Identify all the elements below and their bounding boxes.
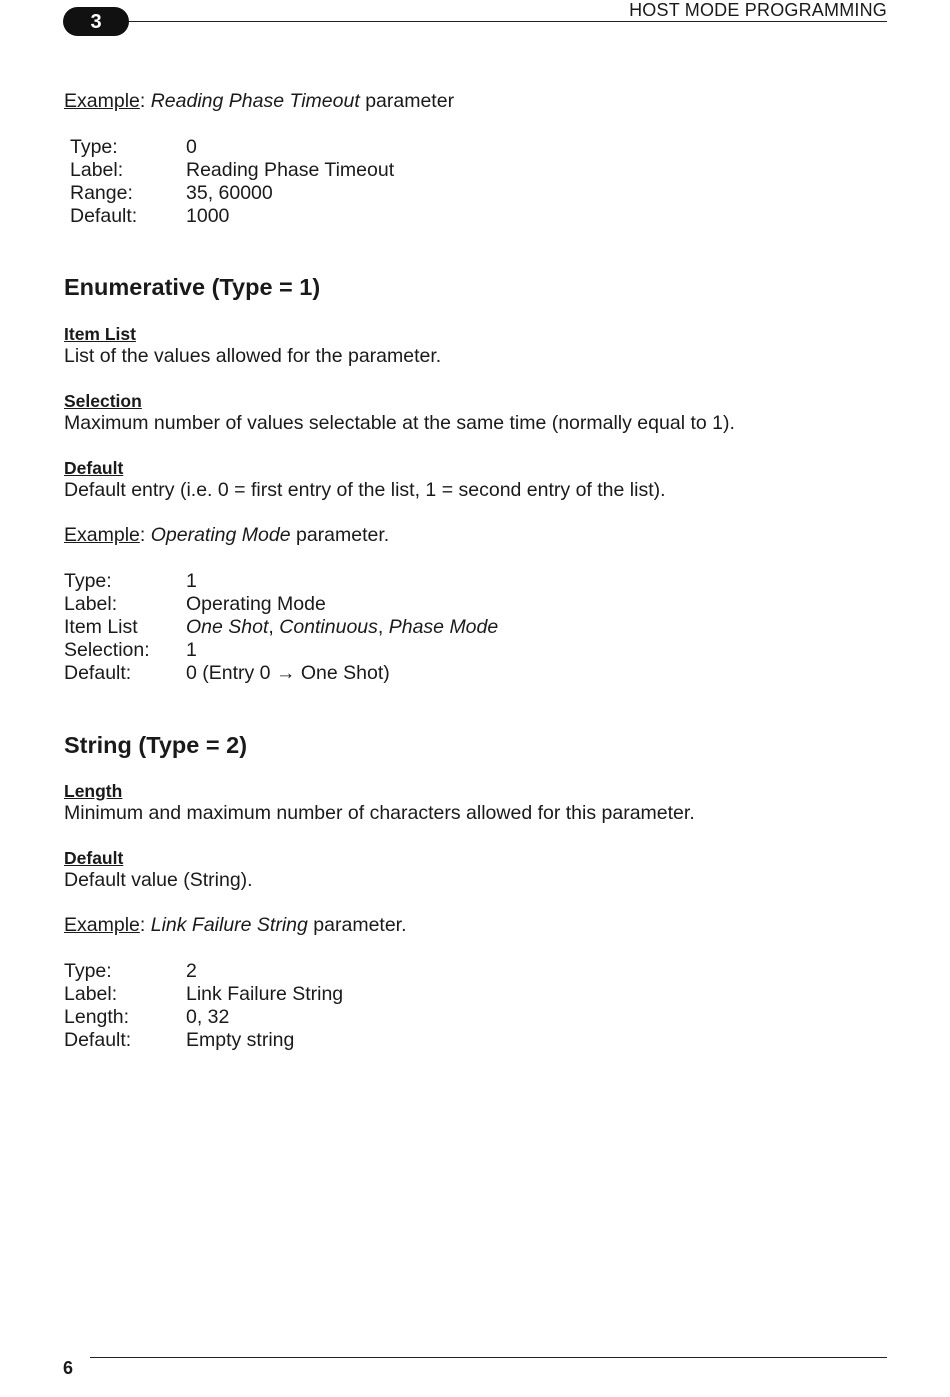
row-value: 0 [186,136,197,158]
example-line-operating-mode: Example: Operating Mode parameter. [64,524,390,546]
row-label: Length: [64,1006,130,1028]
example-param-name: Operating Mode [150,524,291,546]
row-label: Type: [64,570,112,592]
subheading-length: Length [64,781,123,801]
row-value: 2 [186,960,197,982]
selection-description: Maximum number of values selectable at the same time (normally equal to 1). [64,412,735,434]
example-label: Example [64,524,140,546]
example-label: Example [64,914,140,936]
row-label: Label: [64,983,118,1005]
row-label: Label: [70,159,124,181]
length-description: Minimum and maximum number of characters allowed for this parameter. [64,802,695,824]
row-label: Selection: [64,639,150,661]
subheading-default: Default [64,458,124,478]
default-description: Default entry (i.e. 0 = first entry of the list, 1 = second entry of the list). [64,479,666,501]
row-value: 35, 60000 [186,182,273,204]
chapter-badge: 3 [63,7,129,36]
row-value: 1000 [186,205,230,227]
row-value: 0, 32 [186,1006,230,1028]
subheading-item-list: Item List [64,324,136,344]
default-description: Default value (String). [64,869,253,891]
row-label: Default: [70,205,138,227]
row-value: 1 [186,639,197,661]
example-param-name: Link Failure String [150,914,308,936]
page-number: 6 [63,1358,74,1378]
row-label: Label: [64,593,118,615]
row-label: Default: [64,1029,132,1051]
row-label: Type: [70,136,118,158]
section-heading-enumerative: Enumerative (Type = 1) [64,274,321,300]
subheading-default: Default [64,848,124,868]
row-label: Type: [64,960,112,982]
row-label: Item List [64,616,138,638]
row-value: 0 (Entry 0 → One Shot) [186,662,390,684]
item-list-description: List of the values allowed for the parameter. [64,345,442,367]
row-label: Range: [70,182,133,204]
header-rule [120,21,887,22]
row-value: Link Failure String [186,983,344,1005]
example-line-link-failure: Example: Link Failure String parameter. [64,914,407,936]
row-value: Operating Mode [186,593,326,615]
header-title: HOST MODE PROGRAMMING [629,0,887,20]
row-value: Reading Phase Timeout [186,159,395,181]
example-param-name: Reading Phase Timeout [150,90,360,112]
row-value: 1 [186,570,197,592]
subheading-selection: Selection [64,391,142,411]
example-label: Example [64,90,140,112]
row-label: Default: [64,662,132,684]
example-line-reading-phase: Example: Reading Phase Timeout parameter [64,90,455,112]
row-value: Empty string [186,1029,295,1051]
section-heading-string: String (Type = 2) [64,732,248,758]
footer-rule [90,1357,887,1358]
row-value-item-list: One Shot, Continuous, Phase Mode [186,616,499,638]
